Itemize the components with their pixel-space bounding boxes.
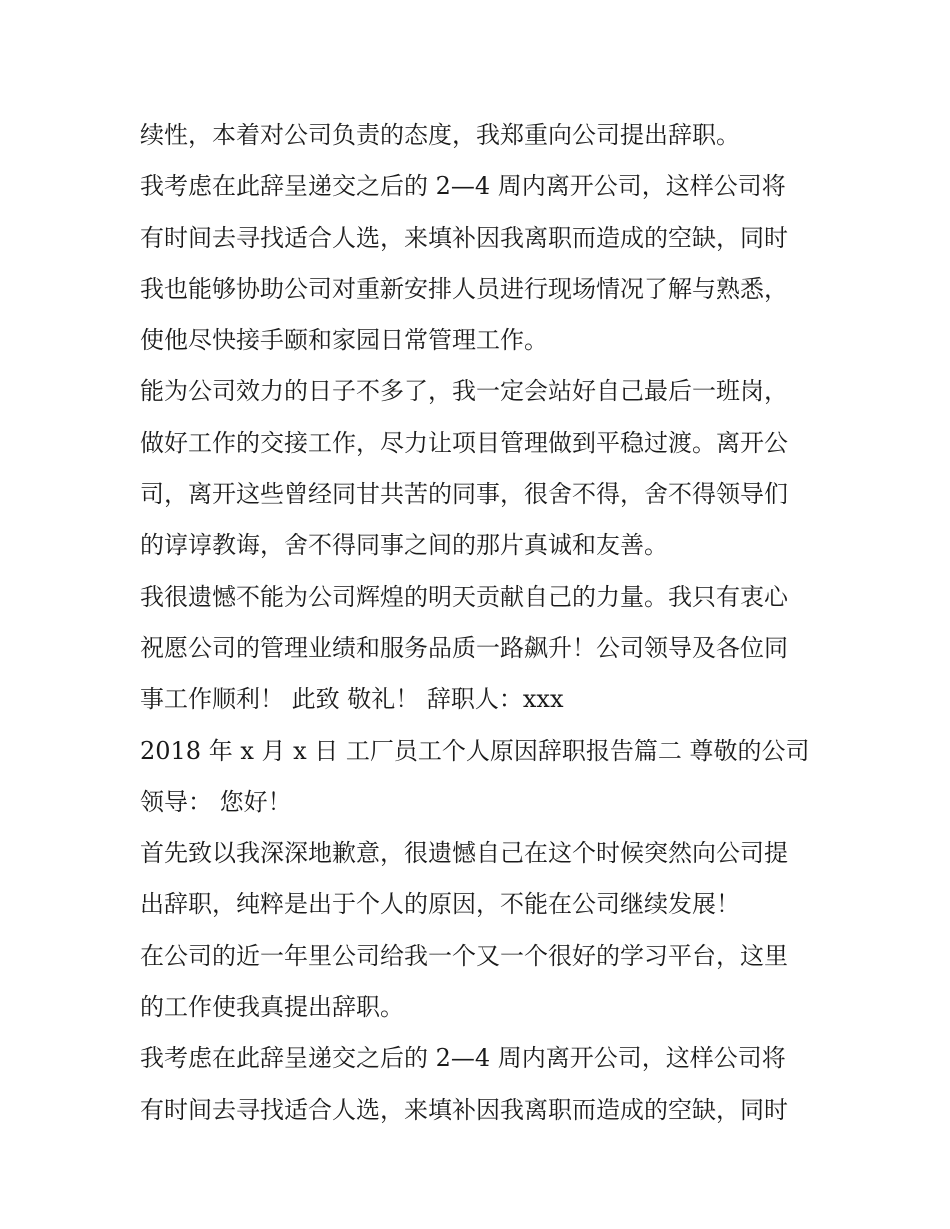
text-line: 在公司的近一年里公司给我一个又一个很好的学习平台，这里 xyxy=(140,941,788,970)
text-line: 2018 年 x 月 x 日 工厂员工个人原因辞职报告篇二 尊敬的公司 xyxy=(140,736,810,765)
text-line: 有时间去寻找适合人选，来填补因我离职而造成的空缺，同时 xyxy=(140,1095,788,1124)
text-line: 事工作顺利！ 此致 敬礼！ 辞职人：xxx xyxy=(140,685,564,714)
text-line: 我很遗憾不能为公司辉煌的明天贡献自己的力量。我只有衷心 xyxy=(140,582,788,611)
text-line: 出辞职，纯粹是出于个人的原因，不能在公司继续发展！ xyxy=(140,890,740,919)
text-line: 我也能够协助公司对重新安排人员进行现场情况了解与熟悉， xyxy=(140,274,788,303)
text-line: 司，离开这些曾经同甘共苦的同事，很舍不得，舍不得领导们 xyxy=(140,480,788,509)
text-line: 领导： 您好！ xyxy=(140,787,292,816)
text-line: 的谆谆教诲，舍不得同事之间的那片真诚和友善。 xyxy=(140,531,668,560)
text-line: 祝愿公司的管理业绩和服务品质一路飙升！公司领导及各位同 xyxy=(140,633,788,662)
text-line: 我考虑在此辞呈递交之后的 2—4 周内离开公司，这样公司将 xyxy=(140,172,786,201)
text-line: 我考虑在此辞呈递交之后的 2—4 周内离开公司，这样公司将 xyxy=(140,1044,786,1073)
text-line: 首先致以我深深地歉意，很遗憾自己在这个时候突然向公司提 xyxy=(140,839,788,868)
text-line: 使他尽快接手颐和家园日常管理工作。 xyxy=(140,326,548,355)
text-line: 有时间去寻找适合人选，来填补因我离职而造成的空缺，同时 xyxy=(140,223,788,252)
text-line: 的工作使我真提出辞职。 xyxy=(140,993,404,1022)
text-line: 续性，本着对公司负责的态度，我郑重向公司提出辞职。 xyxy=(140,121,740,149)
text-line: 能为公司效力的日子不多了，我一定会站好自己最后一班岗， xyxy=(140,377,788,406)
text-line: 做好工作的交接工作，尽力让项目管理做到平稳过渡。离开公 xyxy=(140,428,788,457)
document-body xyxy=(140,110,830,1136)
